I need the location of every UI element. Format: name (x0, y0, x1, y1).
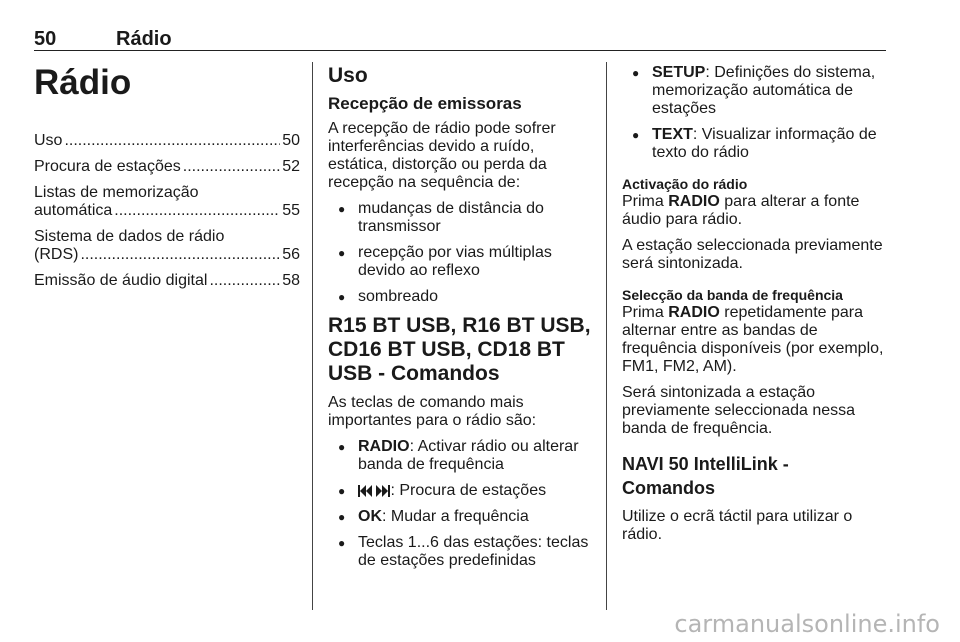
toc-entry-page: 55 (282, 202, 300, 219)
toc-entry-title: Sistema de dados de rádio (34, 228, 225, 245)
paragraph-controls-intro: As teclas de comando mais importantes para o rádio são: (328, 394, 537, 429)
toc-entry-title-cont: automática (34, 202, 113, 219)
chapter-title: Rádio (34, 63, 132, 102)
paragraph-activation-1: Prima RADIO para alterar a fonte áudio para rádio. (622, 193, 860, 228)
toc-entry-page: 52 (282, 158, 300, 175)
paragraph-band-1: Prima RADIO repetidamente para alternar entre as bandas de frequência disponíveis (por exemplo, FM1, FM2, AM). (622, 304, 884, 375)
list-item: ● recepção por vias múltiplas devido ao reflexo (328, 244, 592, 280)
subsection-heading-reception: Recepção de emissoras (328, 94, 522, 113)
list-item: ● Teclas 1...6 das estações: teclas de estações predefinidas (328, 534, 592, 570)
key-label: RADIO (668, 193, 720, 210)
list-item: ● : Procura de estações (328, 482, 592, 500)
toc-entry-title: Procura de estações (34, 158, 181, 175)
key-label: TEXT (652, 126, 693, 143)
controls-bullet-list-cont (622, 64, 886, 162)
paragraph-navi50: Utilize o ecrã táctil para utilizar o rádio. (622, 508, 853, 543)
paragraph-reception: A recepção de rádio pode sofrer interferências devido a ruído, estática, distorção ou perda da recepção na sequência de: (328, 120, 556, 191)
reception-bullet-list (328, 200, 592, 306)
key-label: RADIO (358, 438, 410, 455)
section-heading-navi50: NAVI 50 IntelliLink - Comandos (622, 454, 789, 498)
toc-entry-page: 58 (282, 272, 300, 289)
skip-forward-icon (376, 485, 390, 497)
column-divider (606, 62, 607, 610)
list-item: ● RADIO: Activar rádio ou alterar banda de frequência (328, 438, 592, 474)
toc-entry-page: 50 (282, 132, 300, 149)
toc-entry-uso[interactable] (34, 132, 300, 150)
running-title: Rádio (116, 28, 172, 50)
watermark-text: carmanualsonline.info (674, 610, 940, 638)
skip-back-icon (358, 485, 372, 497)
page-header (34, 28, 886, 51)
list-item: ● mudanças de distância do transmissor (328, 200, 592, 236)
paragraph-activation-2: A estação seleccionada previamente será sintonizada. (622, 237, 883, 272)
toc-entry-title: Emissão de áudio digital (34, 272, 208, 289)
toc-entry-title: Listas de memorização (34, 184, 199, 201)
column-2 (328, 62, 592, 578)
toc-entry-title: Uso (34, 132, 63, 149)
toc-entry-dab[interactable] (34, 272, 300, 290)
toc-entry-rds[interactable] (34, 228, 300, 264)
section-heading-r15-controls: R15 BT USB, R16 BT USB, CD16 BT USB, CD18 BT USB - Comandos (328, 314, 591, 385)
toc-entry-procura[interactable] (34, 158, 300, 176)
list-item: ● sombreado (328, 288, 592, 306)
key-label: SETUP (652, 64, 706, 81)
list-item: ● OK: Mudar a frequência (328, 508, 592, 526)
toc-entry-listas[interactable] (34, 184, 300, 220)
key-label: OK (358, 508, 382, 525)
subheading-activation: Activação do rádio (622, 176, 748, 192)
paragraph-band-2: Será sintonizada a estação previamente seleccionada nessa banda de frequência. (622, 384, 856, 437)
table-of-contents (34, 132, 300, 290)
controls-bullet-list (328, 438, 592, 570)
column-divider (312, 62, 313, 610)
toc-entry-title-cont: (RDS) (34, 246, 79, 263)
column-3 (622, 62, 886, 552)
subheading-band-selection: Selecção da banda de frequência (622, 287, 843, 303)
column-1 (34, 62, 300, 298)
section-heading-uso: Uso (328, 64, 368, 87)
toc-entry-page: 56 (282, 246, 300, 263)
page-number: 50 (34, 28, 57, 50)
list-item: ● SETUP: Definições do sistema, memorização automática de estações (622, 64, 886, 118)
key-label: RADIO (668, 304, 720, 321)
list-item: ● TEXT: Visualizar informação de texto do rádio (622, 126, 886, 162)
